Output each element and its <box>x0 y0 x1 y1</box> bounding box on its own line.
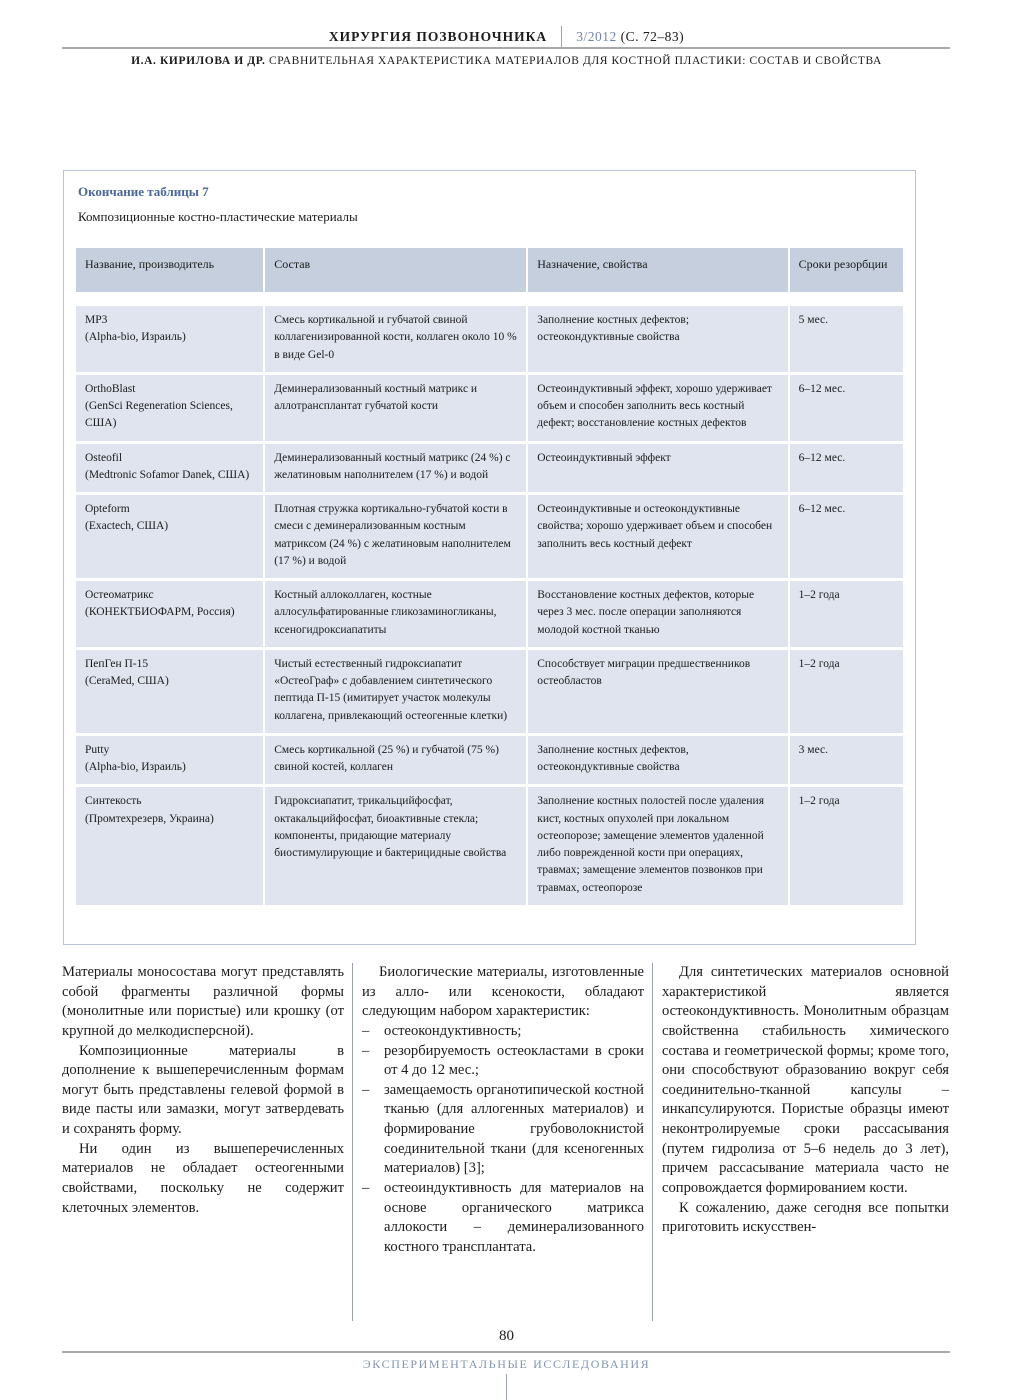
material-maker: (КОНЕКТБИОФАРМ, Россия) <box>85 606 235 619</box>
table-row <box>76 375 903 441</box>
material-name-cell <box>76 787 263 905</box>
table-row <box>76 736 903 785</box>
resorption-cell: 6–12 мес. <box>790 375 903 441</box>
list-item <box>362 1081 644 1179</box>
paragraph: Композиционные материалы в дополнение к вышеперечисленным формам могут быть представлены гелевой формой в виде пасты или замазки, могут затвердевать и сохранять форму. <box>62 1042 344 1137</box>
properties-cell: Заполнение костных полостей после удаления кист, костных опухолей при локальном остеопорозе; замещение элементов удаленной либо поврежденной кости при операциях, травмах; замещение элементов позвонков при травмах, остеопорозе <box>528 787 787 905</box>
dash-bullet: – <box>362 1081 370 1098</box>
table-caption: Композиционные костно-пластические материалы <box>78 209 358 224</box>
paragraph: Ни один из вышеперечисленных материалов не обладает остеогенными свойствами, поскольку не содержит клеточных элементов. <box>62 1140 344 1216</box>
resorption-cell: 6–12 мес. <box>790 495 903 578</box>
material-name: Osteofil <box>85 451 123 464</box>
table-continuation-label: Окончание таблицы 7 <box>78 184 209 199</box>
table-header-row <box>76 248 903 292</box>
list-item <box>362 1179 644 1258</box>
header-divider <box>561 26 562 48</box>
list-item-text: резорбируемость остеокластами в сроки от 4 до 12 мес.; <box>384 1042 644 1079</box>
material-name: Остеоматрикс <box>85 589 154 601</box>
composition-cell: Деминерализованный костный матрикс и аллотрансплантат губчатой кости <box>265 375 526 441</box>
material-name-cell <box>76 306 263 372</box>
composition-cell: Смесь кортикальной и губчатой свиной коллагенизированной кости, коллаген около 10 % в виде Gel-0 <box>265 306 526 372</box>
col-header-resorption: Сроки резорбции <box>790 248 903 292</box>
material-name-cell <box>76 444 263 493</box>
properties-cell: Заполнение костных дефектов, остеокондуктивные свойства <box>528 736 787 785</box>
material-maker: (Промтехрезерв, Украина) <box>85 812 214 825</box>
list-item <box>362 1022 644 1042</box>
resorption-cell: 1–2 года <box>790 650 903 733</box>
body-column-2 <box>352 963 644 1321</box>
properties-cell: Заполнение костных дефектов; остеокондуктивные свойства <box>528 306 787 372</box>
running-head <box>0 26 1013 48</box>
material-maker: (GenSci Regeneration Sciences, США) <box>85 400 233 430</box>
col-header-name: Название, производитель <box>76 248 263 292</box>
composition-cell: Чистый естественный гидроксиапатит «ОстеоГраф» с добавлением синтетического пептида П-15 (имитирует участок молекулы коллагена, привлекающий остеогенные клетки) <box>265 650 526 733</box>
list-item-text: замещаемость органотипической костной тканью (для аллогенных материалов) и формирование грубоволокнистой соединительной ткани (для ксеногенных материалов) [3]; <box>384 1081 644 1177</box>
table-row <box>76 581 903 647</box>
properties-cell: Остеоиндуктивный эффект <box>528 444 787 493</box>
material-name: ПепГен П-15 <box>85 657 149 670</box>
paragraph: К сожалению, даже сегодня все попытки приготовить искусствен- <box>662 1199 949 1236</box>
resorption-cell: 5 мес. <box>790 306 903 372</box>
material-maker: (Alpha-bio, Израиль) <box>85 331 186 344</box>
composition-cell: Костный аллоколлаген, костные аллосульфатированные гликозаминогликаны, ксеногидроксиапатиты <box>265 581 526 647</box>
table-7-box <box>63 170 916 945</box>
properties-cell: Остеоиндуктивные и остеокондуктивные свойства; хорошо удерживает объем и способен заполнить весь костный дефект <box>528 495 787 578</box>
properties-cell: Остеоиндуктивный эффект, хорошо удерживает объем и способен заполнить весь костный дефект; восстановление костных дефектов <box>528 375 787 441</box>
table-row <box>76 306 903 372</box>
page-number: 80 <box>499 1328 514 1344</box>
material-name-cell <box>76 650 263 733</box>
materials-table <box>74 245 905 908</box>
footer-rule <box>62 1351 950 1353</box>
running-title: СРАВНИТЕЛЬНАЯ ХАРАКТЕРИСТИКА МАТЕРИАЛОВ ДЛЯ КОСТНОЙ ПЛАСТИКИ: СОСТАВ И СВОЙСТВА <box>268 55 882 67</box>
composition-cell: Деминерализованный костный матрикс (24 %) с желатиновым наполнителем (17 %) и водой <box>265 444 526 493</box>
resorption-cell: 1–2 года <box>790 787 903 905</box>
running-title-line <box>0 55 1013 67</box>
list-item-text: остеокондуктивность; <box>384 1022 522 1039</box>
dash-bullet: – <box>362 1179 370 1196</box>
list-item <box>362 1042 644 1081</box>
resorption-cell: 6–12 мес. <box>790 444 903 493</box>
paragraph: Для синтетических материалов основной характеристикой является остеокондуктивность. Монолитным образцам свойственна стабильность химического состава и геометрической формы; кроме того, они способствуют образованию вокруг себя соединительно-тканной капсулы – инкапсулируются. Пористые образцы имеют неконтролируемые сроки рассасывания (путем гидролиза от 5–6 недель до 3 лет), причем рассасывание материала часто не сопровождается формированием кости. <box>662 964 949 1196</box>
material-name: Opteform <box>85 503 130 515</box>
body-column-1 <box>62 963 344 1321</box>
composition-cell: Смесь кортикальной (25 %) и губчатой (75 %) свиной костей, коллаген <box>265 736 526 785</box>
col-header-properties: Назначение, свойства <box>528 248 787 292</box>
material-name: МР3 <box>85 314 108 326</box>
material-maker: (Alpha-bio, Израиль) <box>85 761 186 773</box>
body-text <box>62 963 951 1321</box>
material-name-cell <box>76 581 263 647</box>
resorption-cell: 1–2 года <box>790 581 903 647</box>
properties-cell: Способствует миграции предшественников остеобластов <box>528 650 787 733</box>
material-maker: (CeraMed, США) <box>85 675 169 687</box>
list-item-text: остеоиндуктивность для материалов на основе органического матрикса аллокости – деминерализованного костного трансплантата. <box>384 1179 644 1255</box>
properties-cell: Восстановление костных дефектов, которые через 3 мес. после операции заполняются молодой костной тканью <box>528 581 787 647</box>
issue-number: 3/2012 <box>576 29 617 44</box>
dash-bullet: – <box>362 1022 370 1039</box>
material-name-cell <box>76 495 263 578</box>
resorption-cell: 3 мес. <box>790 736 903 785</box>
table-row <box>76 495 903 578</box>
composition-cell: Плотная стружка кортикально-губчатой кости в смеси с деминерализованным костным матриксом (24 %) с желатиновым наполнителем (17 %) и водой <box>265 495 526 578</box>
table-row <box>76 787 903 905</box>
issue-info <box>576 29 684 45</box>
header-spacer-row <box>76 295 903 303</box>
paragraph: Материалы моносостава могут представлять собой фрагменты различной формы (монолитные или пористые) или крошку (от крупной до мелкодисперсной). <box>62 964 344 1039</box>
material-maker: (Exactech, США) <box>85 520 169 533</box>
material-name-cell <box>76 736 263 785</box>
body-column-3 <box>652 963 949 1321</box>
material-name: Синтекость <box>85 795 142 808</box>
dash-bullet: – <box>362 1042 370 1059</box>
footer-tick <box>506 1374 507 1400</box>
material-name-cell <box>76 375 263 441</box>
material-maker: (Medtronic Sofamor Danek, США) <box>85 468 250 481</box>
journal-title: ХИРУРГИЯ ПОЗВОНОЧНИКА <box>328 29 548 44</box>
table-row <box>76 444 903 493</box>
section-label: ЭКСПЕРИМЕНТАЛЬНЫЕ ИССЛЕДОВАНИЯ <box>362 1357 651 1371</box>
composition-cell: Гидроксиапатит, трикальцийфосфат, октакальцийфосфат, биоактивные стекла; компоненты, придающие материалу биостимулирующие и бактерицидные свойства <box>265 787 526 905</box>
running-authors: И.А. КИРИЛОВА И ДР. <box>131 55 266 67</box>
material-name: Putty <box>85 743 110 756</box>
material-name: OrthoBlast <box>85 382 136 395</box>
table-row <box>76 650 903 733</box>
header-rule <box>62 47 950 49</box>
col-header-composition: Состав <box>265 248 526 292</box>
issue-pages: (С. 72–83) <box>620 29 685 44</box>
paragraph: Биологические материалы, изготовленные из алло- или ксенокости, обладают следующим набором характеристик: <box>362 964 644 1020</box>
